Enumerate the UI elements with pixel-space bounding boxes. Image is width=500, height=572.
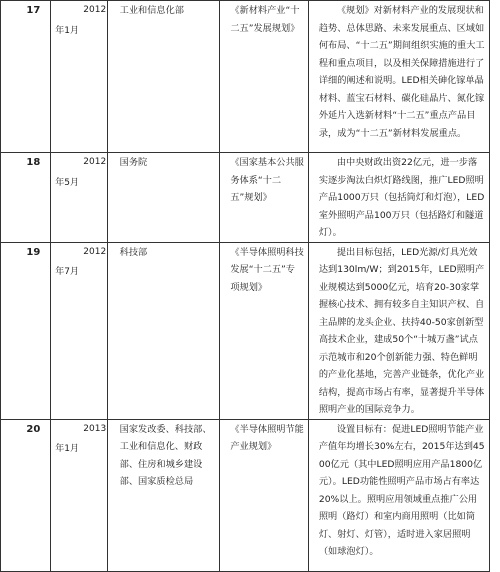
issue-month: 年7月 (55, 267, 80, 277)
policy-content (308, 242, 489, 419)
policy-title: 《国家基本公共服务体系“十二五”规划》 (220, 153, 309, 243)
policy-content (308, 153, 489, 243)
issue-year: 2012 (83, 5, 107, 15)
issue-date (51, 1, 107, 153)
issue-year: 2013 (83, 423, 107, 434)
issue-date (51, 242, 107, 419)
row-number: 17 (1, 1, 51, 153)
table-row (1, 153, 490, 243)
policy-title: 《半导体照明科技发展“十二五”专项规划》 (220, 242, 309, 419)
table-row (1, 1, 490, 153)
issue-date (51, 419, 107, 571)
issue-month: 年1月 (55, 25, 80, 36)
row-number: 20 (1, 419, 51, 571)
issue-year: 2012 (83, 246, 107, 257)
row-number: 19 (1, 242, 51, 419)
issuing-department: 科技部 (107, 242, 220, 419)
issuing-department: 国家发改委、科技部、工业和信息化、财政部、住房和城乡建设部、国家质检总局 (107, 419, 220, 571)
issue-month: 年1月 (55, 444, 80, 454)
issuing-department: 国务院 (107, 153, 220, 243)
table-row (1, 419, 490, 571)
policy-content-text: 由中央财政出资22亿元，进一步落实逐步淘汰白炽灯路线图，推广LED照明产品1000万只（包括筒灯和灯泡），LED室外照明产品100万只（包括路灯和隧道灯）。 (318, 157, 485, 238)
issue-date (51, 153, 107, 243)
table-row (1, 242, 490, 419)
policy-title: 《新材料产业“十二五”发展规划》 (220, 1, 309, 153)
policy-title: 《半导体照明节能产业规划》 (220, 419, 309, 571)
policy-content-text: 提出目标包括，LED光源/灯具光效达到130lm/W；到2015年，LED照明产业规模达到5000亿元，培育20-30家掌握核心技术、拥有较多自主知识产权、自主品牌的龙头企业、扶持40-50家创新型高技术企业，建成50个“十城万盏”试点示范城市和20个创新能力强、特色鲜明的产业化基地，完善产业链条，优化产业结构，提高市场占有率，显著提升半导体照明产业的国际竞争力。 (318, 246, 485, 415)
issue-month: 年5月 (55, 177, 80, 188)
row-number: 18 (1, 153, 51, 243)
issue-year: 2012 (83, 157, 107, 167)
policy-content (308, 1, 489, 153)
policy-content-text: 《规划》对新材料产业的发展现状和趋势、总体思路、未来发展重点、区域如何布局、“十二五”期间组织实施的重大工程和重点项目，以及相关保障措施进行了详细的阐述和说明。LED相关砷化镓单晶材料、蓝宝石材料、碳化硅晶片、氮化镓外延片入选新材料“十二五”重点产品目录，成为“十二五”新材料发展重点。 (318, 5, 485, 139)
issuing-department: 工业和信息化部 (107, 1, 220, 153)
policy-content-text: 设置目标有：促进LED照明节能产业产值年均增长30%左右，2015年达到4500亿元（其中LED照明应用产品1800亿元）。LED功能性照明产品市场占有率达20%以上。照明应用领域重点推广公用照明（路灯）和室内商用照明（比如筒灯、射灯、灯管），适时进入家居照明（如球泡灯）。 (318, 423, 485, 557)
policy-content (308, 419, 489, 571)
